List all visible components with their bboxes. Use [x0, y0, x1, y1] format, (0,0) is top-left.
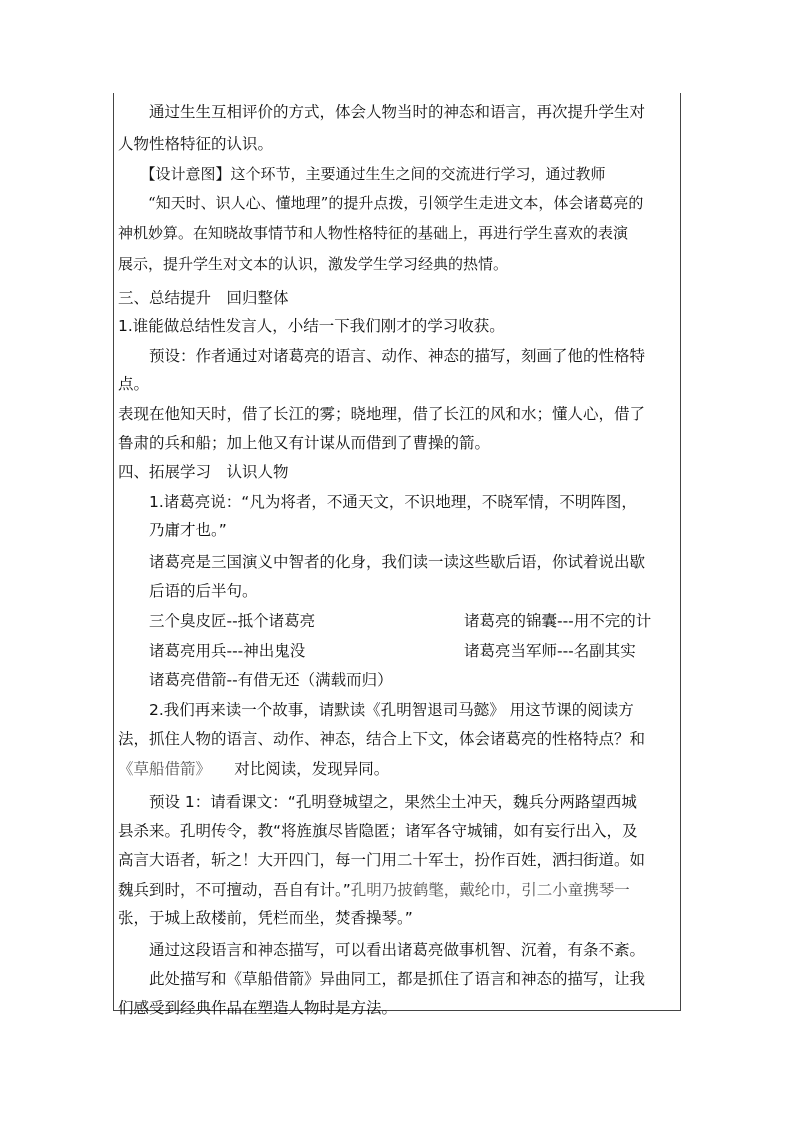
paragraph-line: 法，抓住人物的语言、动作、神态，结合上下文，体会诸葛亮的性格特点？和 — [118, 730, 646, 748]
paragraph-line: 鲁肃的兵和船；加上他又有计谋从而借到了曹操的箭。 — [118, 434, 491, 452]
design-intent-line: “知天时、识人心、懂地理”的提升点拨，引领学生走进文本，体会诸葛亮的 — [118, 194, 644, 212]
paragraph-line — [118, 753, 676, 785]
riddle-item: 诸葛亮的锦囊---用不完的计 — [464, 612, 652, 630]
quoted-text: 孔明乃披鹤氅，戴纶巾，引二小童携琴一 — [350, 881, 630, 899]
paragraph-line: 人物性格特征的认识。 — [118, 135, 274, 153]
paragraph-line: 1.诸葛亮说：“凡为将者，不通天文，不识地理，不晓军情，不明阵图， — [118, 493, 637, 511]
paragraph-line: 高言大语者，斩之！大开四门，每一门用二十军士，扮作百姓，洒扫街道。如 — [118, 851, 646, 869]
paragraph-line: 此处描写和《草船借箭》异曲同工，都是抓住了语言和神态的描写，让我 — [118, 970, 646, 988]
paragraph-line: 们感受到经典作品在塑造人物时是方法。 — [118, 999, 398, 1017]
paragraph-line: 乃庸才也。” — [118, 521, 227, 539]
paragraph-line: 通过这段语言和神态描写，可以看出诸葛亮做事机智、沉着，有条不紊。 — [118, 941, 646, 959]
paragraph-line: 表现在他知天时，借了长江的雾；晓地理，借了长江的风和水；懂人心，借了 — [118, 405, 646, 423]
paragraph-line: 点。 — [118, 375, 150, 393]
riddle-row — [118, 635, 676, 667]
riddle-row: 诸葛亮借箭--有借无还（满载而归） — [118, 671, 393, 689]
section-heading: 四、拓展学习 认识人物 — [118, 463, 289, 481]
paragraph-line: 县杀来。孔明传令，教“将旌旗尽皆隐匿；诸军各守城铺，如有妄行出入，及 — [118, 822, 638, 840]
riddle-item: 三个臭皮匠--抵个诸葛亮 — [118, 612, 316, 630]
text-span: 对比阅读，发现异同。 — [203, 760, 390, 778]
section-heading: 三、总结提升 回归整体 — [118, 289, 289, 307]
paragraph-line: 预设 1：请看课文：“孔明登城望之，果然尘土冲天，魏兵分两路望西城 — [118, 793, 637, 811]
riddle-item: 诸葛亮用兵---神出鬼没 — [118, 642, 306, 660]
paragraph-line: 2.我们再来读一个故事，请默读《孔明智退司马懿》 用这节课的阅读方 — [118, 701, 634, 719]
riddle-row — [118, 605, 676, 637]
riddle-item: 诸葛亮当军师---名副其实 — [464, 642, 636, 660]
paragraph-line: 后语的后半句。 — [118, 582, 258, 600]
text-span: 魏兵到时，不可擅动，吾自有计。” — [118, 881, 351, 899]
design-intent-line: 【设计意图】这个环节，主要通过生生之间的交流进行学习，通过教师 — [118, 165, 606, 183]
book-title: 《草船借箭》 — [118, 760, 204, 778]
design-intent-line: 神机妙算。在知晓故事情节和人物性格特征的基础上，再进行学生喜欢的表演 — [118, 224, 629, 242]
paragraph-line: 诸葛亮是三国演义中智者的化身，我们读一读这些歇后语，你试着说出歇 — [118, 553, 646, 571]
paragraph-line: 预设：作者通过对诸葛亮的语言、动作、神态的描写，刻画了他的性格特 — [118, 347, 646, 365]
paragraph-line: 通过生生互相评价的方式，体会人物当时的神态和语言，再次提升学生对 — [118, 103, 646, 121]
design-intent-line: 展示，提升学生对文本的认识，激发学生学习经典的热情。 — [118, 255, 509, 273]
paragraph-line: 1.谁能做总结性发言人，小结一下我们刚才的学习收获。 — [118, 317, 505, 335]
paragraph-line: 张，于城上敌楼前，凭栏而坐，焚香操琴。” — [118, 909, 413, 927]
